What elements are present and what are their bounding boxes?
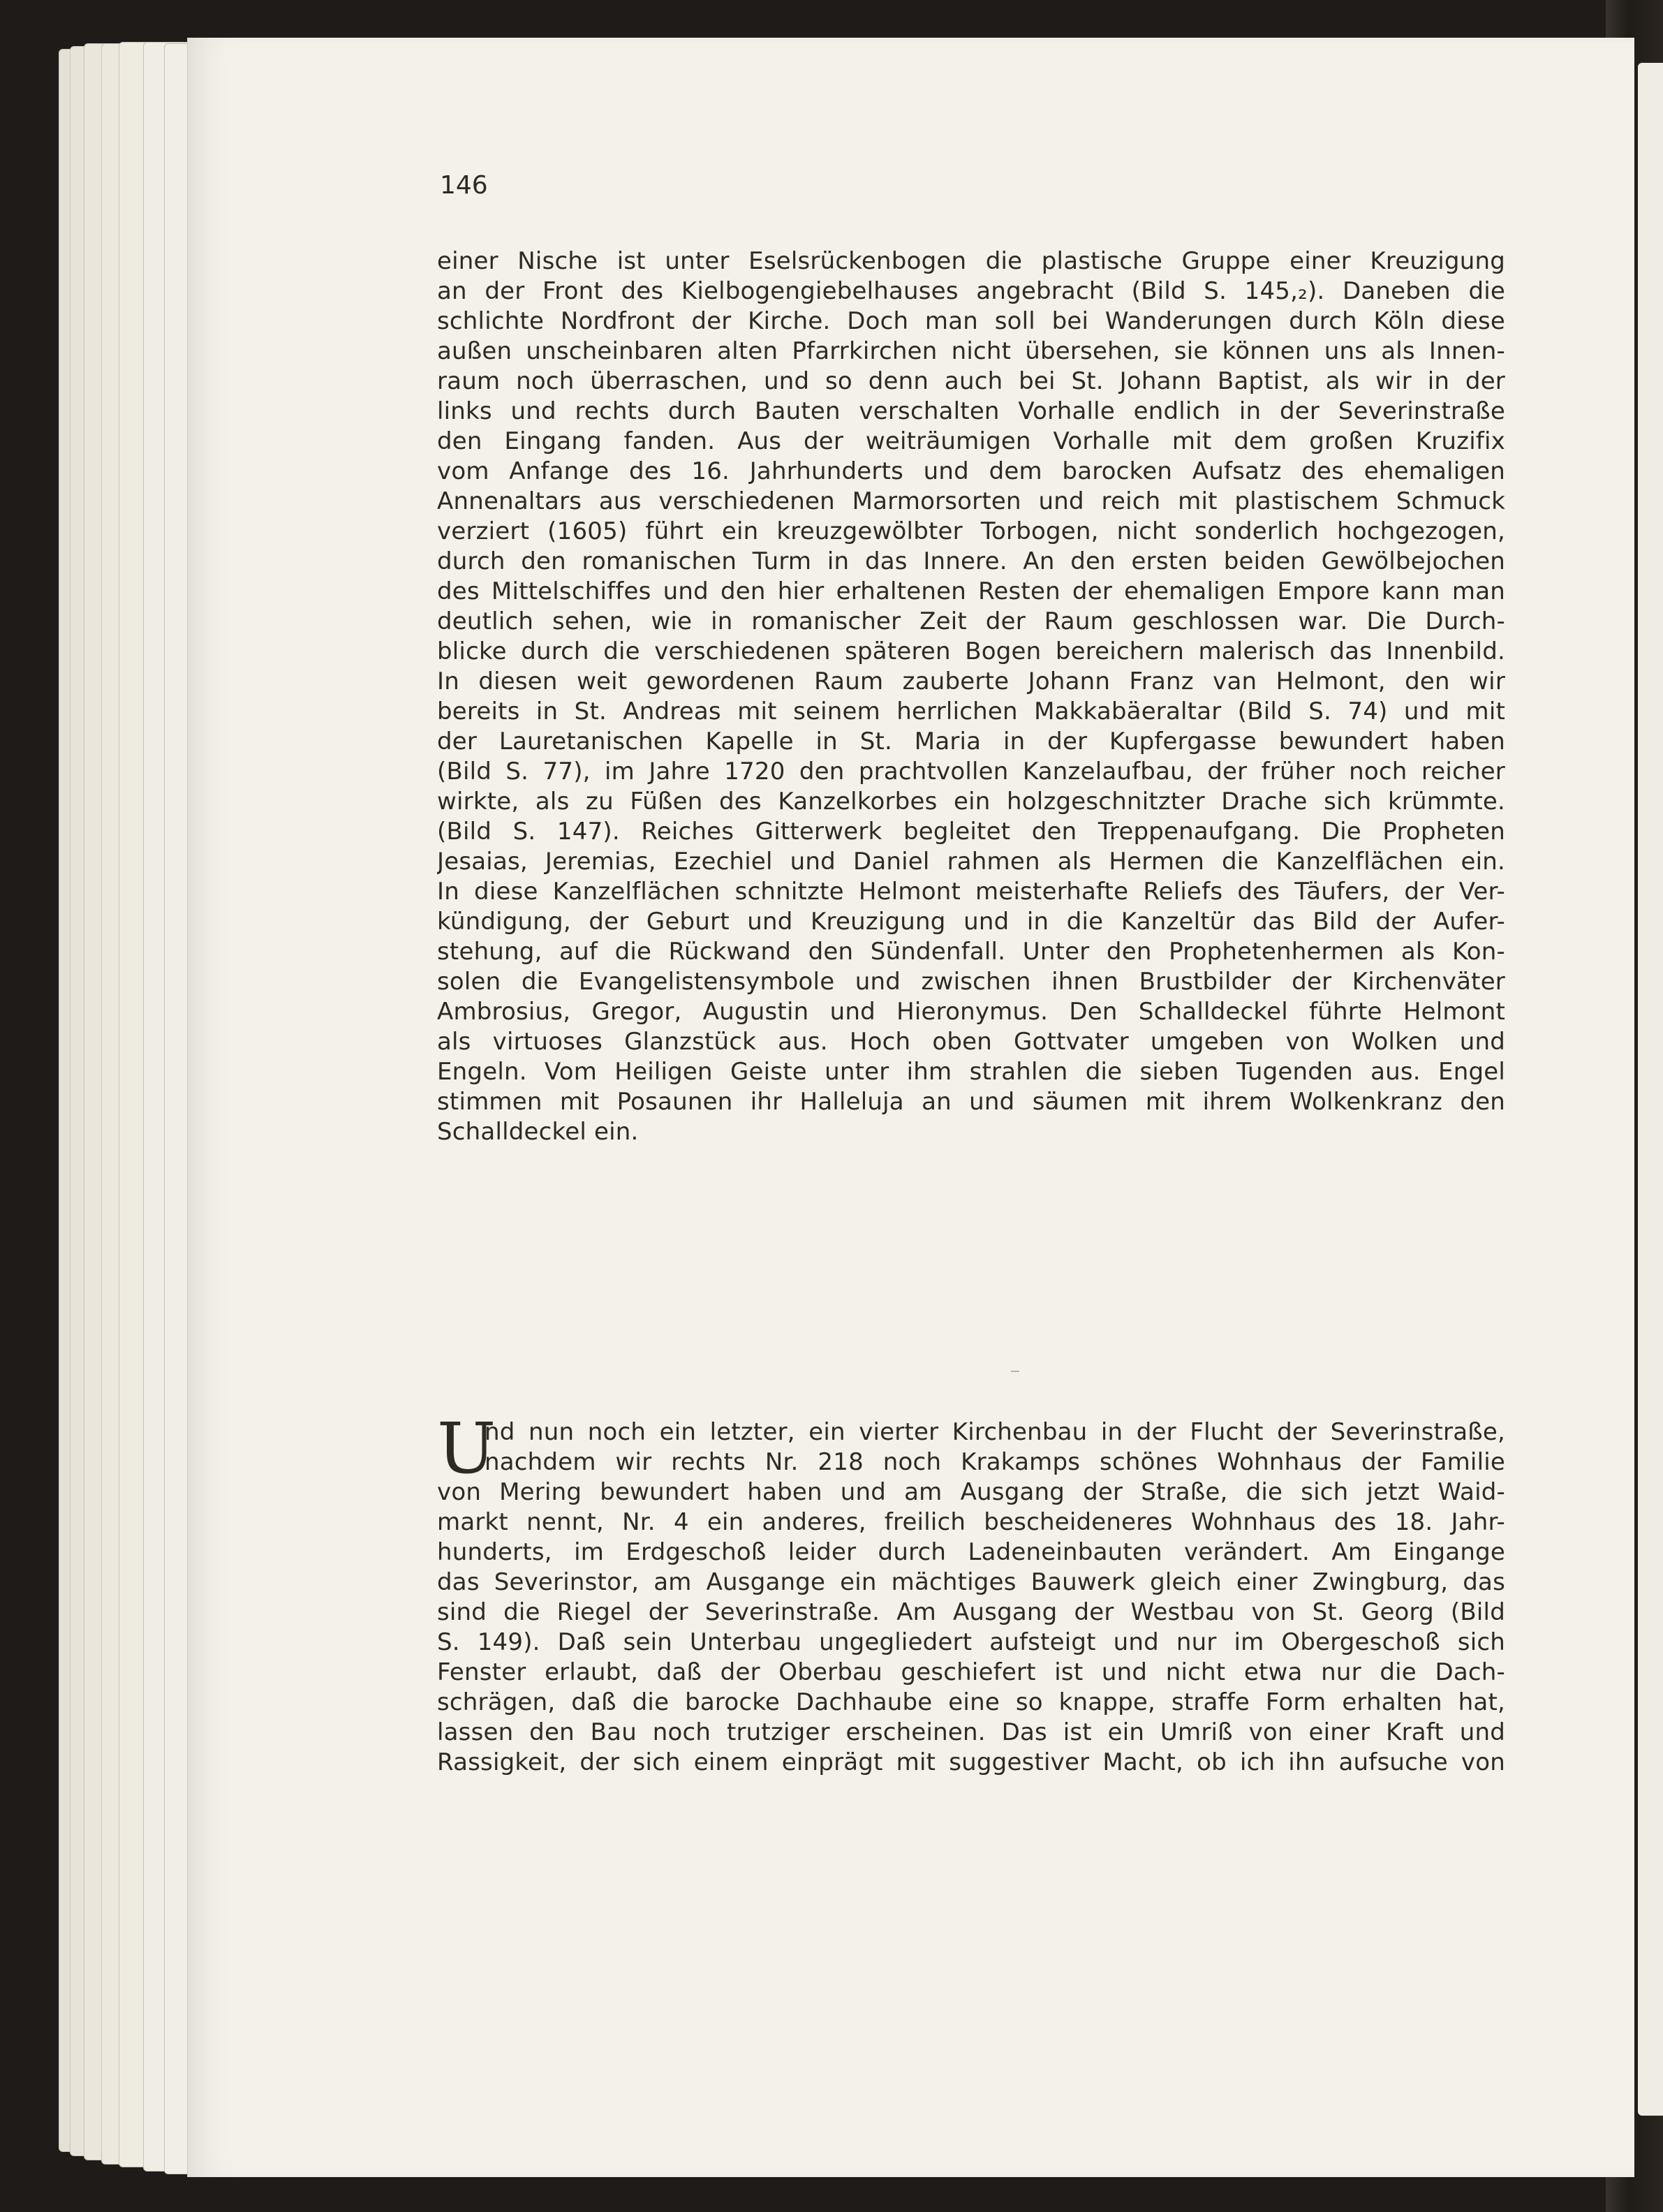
text-line: Annenaltars aus verschiedenen Marmorsorten und reich mit plastischem Schmuck: [437, 487, 1505, 515]
text-line: vom Anfange des 16. Jahrhunderts und dem barocken Aufsatz des ehemaligen: [437, 457, 1505, 485]
text-line: Engeln. Vom Heiligen Geiste unter ihm strahlen die sieben Tugenden aus. Engel: [437, 1058, 1505, 1086]
text-line: bereits in St. Andreas mit seinem herrlichen Makkabäeraltar (Bild S. 74) und mit: [437, 698, 1505, 725]
text-line: (Bild S. 147). Reiches Gitterwerk begleitet den Treppenaufgang. Die Propheten: [437, 818, 1505, 846]
text-line: (Bild S. 77), im Jahre 1720 den prachtvollen Kanzelaufbau, der früher noch reicher: [437, 758, 1505, 786]
text-line: schrägen, daß die barocke Dachhaube eine so knappe, straffe Form erhalten hat,: [437, 1688, 1505, 1716]
text-line: kündigung, der Geburt und Kreuzigung und in die Kanzeltür das Bild der Aufer-: [437, 908, 1505, 936]
drop-cap: U: [437, 1408, 496, 1489]
text-line: nd nun noch ein letzter, ein vierter Kirchenbau in der Flucht der Severinstraße,: [485, 1418, 1505, 1446]
text-line: Fenster erlaubt, daß der Oberbau geschiefert ist und nicht etwa nur die Dach-: [437, 1658, 1505, 1686]
text-line: stimmen mit Posaunen ihr Halleluja an und säumen mit ihrem Wolkenkranz den: [437, 1088, 1505, 1116]
facing-page-edge: [1638, 63, 1663, 2116]
text-line: das Severinstor, am Ausgange ein mächtiges Bauwerk gleich einer Zwingburg, das: [437, 1568, 1505, 1596]
text-line: Ambrosius, Gregor, Augustin und Hieronymus. Den Schalldeckel führte Helmont: [437, 998, 1505, 1026]
text-line: einer Nische ist unter Eselsrückenbogen die plastische Gruppe einer Kreuzigung: [437, 247, 1505, 275]
text-line: hunderts, im Erdgeschoß leider durch Ladeneinbauten verändert. Am Eingange: [437, 1538, 1505, 1566]
text-line: als virtuoses Glanzstück aus. Hoch oben Gottvater umgeben von Wolken und: [437, 1028, 1505, 1056]
text-line: deutlich sehen, wie in romanischer Zeit der Raum geschlossen war. Die Durch-: [437, 607, 1505, 635]
text-line: Schalldeckel ein.: [437, 1118, 639, 1146]
text-line: von Mering bewundert haben und am Ausgang der Straße, die sich jetzt Waid-: [437, 1478, 1505, 1506]
text-line: blicke durch die verschiedenen späteren Bogen bereichern malerisch das Innenbild.: [437, 637, 1505, 665]
text-line: solen die Evangelistensymbole und zwischen ihnen Brustbilder der Kirchenväter: [437, 968, 1505, 996]
margin-mark: [1011, 1371, 1019, 1372]
text-line: den Eingang fanden. Aus der weiträumigen Vorhalle mit dem großen Kruzifix: [437, 427, 1505, 455]
text-line: stehung, auf die Rückwand den Sündenfall. Unter den Prophetenhermen als Kon-: [437, 938, 1505, 966]
text-line: nachdem wir rechts Nr. 218 noch Krakamps schönes Wohnhaus der Familie: [485, 1448, 1505, 1476]
page-number: 146: [440, 171, 488, 200]
text-line: In diese Kanzelflächen schnitzte Helmont meisterhafte Reliefs des Täufers, der Ver-: [437, 878, 1505, 906]
text-line: wirkte, als zu Füßen des Kanzelkorbes ein holzgeschnitzter Drache sich krümmte.: [437, 788, 1505, 816]
text-line: an der Front des Kielbogengiebelhauses angebracht (Bild S. 145,₂). Daneben die: [437, 277, 1505, 305]
text-line: Rassigkeit, der sich einem einprägt mit suggestiver Macht, ob ich ihn aufsuche von: [437, 1748, 1505, 1776]
text-line: durch den romanischen Turm in das Innere. An den ersten beiden Gewölbejochen: [437, 547, 1505, 575]
text-line: des Mittelschiffes und den hier erhaltenen Resten der ehemaligen Empore kann man: [437, 577, 1505, 605]
text-line: schlichte Nordfront der Kirche. Doch man soll bei Wanderungen durch Köln diese: [437, 307, 1505, 335]
text-line: verziert (1605) führt ein kreuzgewölbter Torbogen, nicht sonderlich hochgezogen,: [437, 517, 1505, 545]
text-line: lassen den Bau noch trutziger erscheinen. Das ist ein Umriß von einer Kraft und: [437, 1718, 1505, 1746]
text-line: markt nennt, Nr. 4 ein anderes, freilich bescheideneres Wohnhaus des 18. Jahr-: [437, 1508, 1505, 1536]
paragraph-1: [437, 246, 1505, 1147]
text-line: außen unscheinbaren alten Pfarrkirchen nicht übersehen, sie können uns als Innen-: [437, 337, 1505, 365]
text-line: der Lauretanischen Kapelle in St. Maria in der Kupfergasse bewundert haben: [437, 728, 1505, 755]
text-line: S. 149). Daß sein Unterbau ungegliedert aufsteigt und nur im Obergeschoß sich: [437, 1628, 1505, 1656]
text-line: In diesen weit gewordenen Raum zauberte Johann Franz van Helmont, den wir: [437, 668, 1505, 695]
text-line: sind die Riegel der Severinstraße. Am Ausgang der Westbau von St. Georg (Bild: [437, 1598, 1505, 1626]
text-line: links und rechts durch Bauten verschalten Vorhalle endlich in der Severinstraße: [437, 397, 1505, 425]
text-line: Jesaias, Jeremias, Ezechiel und Daniel rahmen als Hermen die Kanzelflächen ein.: [437, 848, 1505, 876]
text-line: raum noch überraschen, und so denn auch bei St. Johann Baptist, als wir in der: [437, 367, 1505, 395]
paragraph-2: [437, 1417, 1505, 1778]
